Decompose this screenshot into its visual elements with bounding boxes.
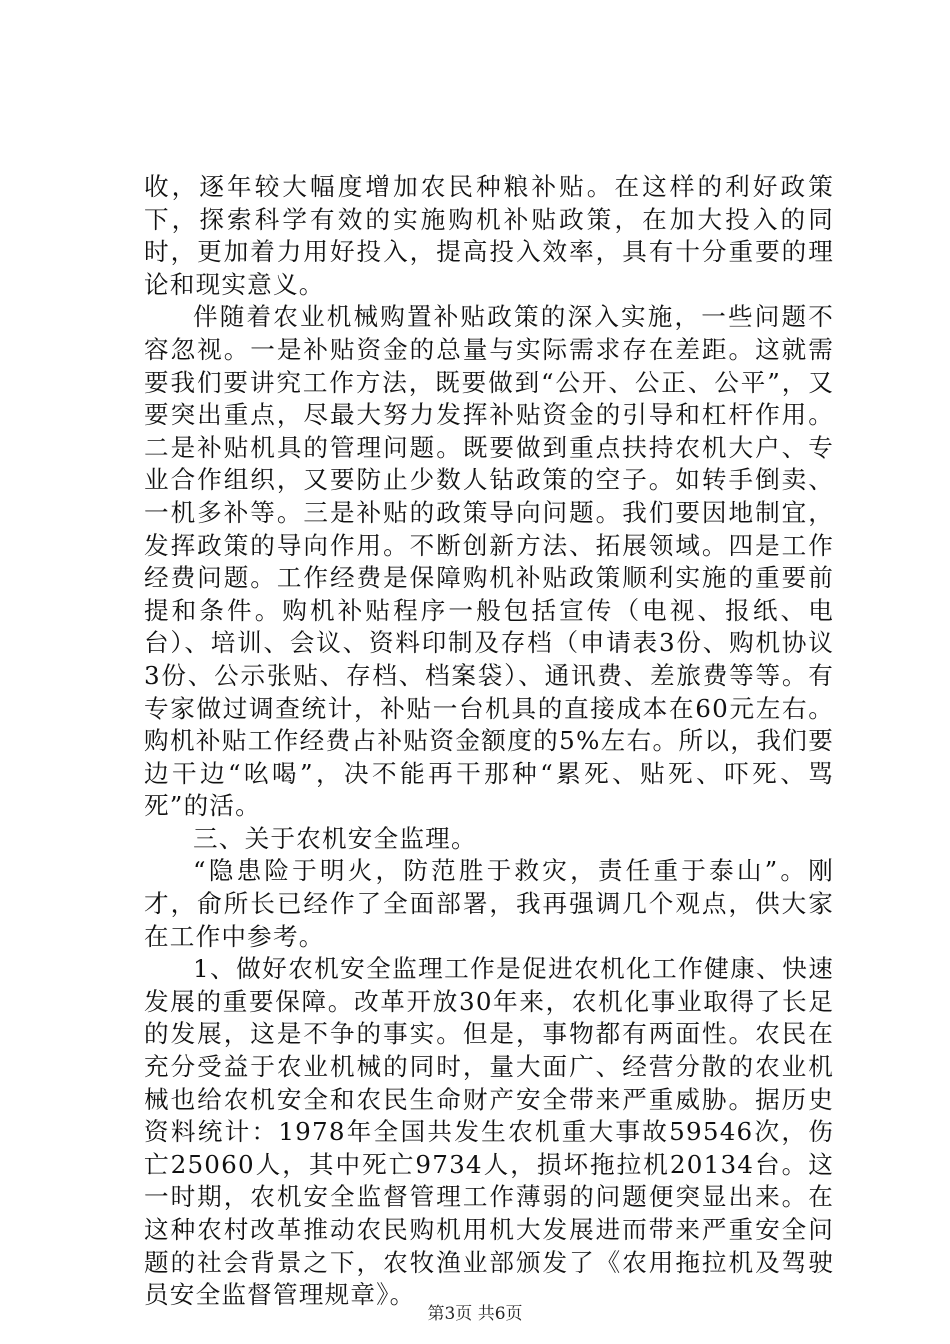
document-body	[144, 171, 834, 1312]
paragraph-safety-quote: “隐患险于明火，防范胜于救灾，责任重于泰山”。刚才，俞所长已经作了全面部署，我再强调几个观点，供大家在工作中参考。	[144, 856, 834, 951]
page-number-footer: 第3页 共6页	[427, 1304, 523, 1324]
paragraph-safety-point-1: 1、做好农机安全监理工作是促进农机化工作健康、快速发展的重要保障。改革开放30年来，农机化事业取得了长足的发展，这是不争的事实。但是，事物都有两面性。农民在充分受益于农业机械的同时，量大面广、经营分散的农业机械也给农机安全和农民生命财产安全带来严重威胁。据历史资料统计：1978年全国共发生农机重大事故59546次，伤亡25060人，其中死亡9734人，损坏拖拉机20134台。这一时期，农机安全监督管理工作薄弱的问题便突显出来。在这种农村改革推动农民购机用机大发展进而带来严重安全问题的社会背景之下，农牧渔业部颁发了《农用拖拉机及驾驶员安全监督管理规章》。	[144, 954, 834, 1310]
paragraph-continuation: 收，逐年较大幅度增加农民种粮补贴。在这样的利好政策下，探索科学有效的实施购机补贴政策，在加大投入的同时，更加着力用好投入，提高投入效率，具有十分重要的理论和现实意义。	[144, 172, 834, 299]
paragraph-subsidy-problems: 伴随着农业机械购置补贴政策的深入实施，一些问题不容忽视。一是补贴资金的总量与实际需求存在差距。这就需要我们要讲究工作方法，既要做到“公开、公正、公平”，又要突出重点，尽最大努力发挥补贴资金的引导和杠杆作用。二是补贴机具的管理问题。既要做到重点扶持农机大户、专业合作组织，又要防止少数人钻政策的空子。如转手倒卖、一机多补等。三是补贴的政策导向问题。我们要因地制宜，发挥政策的导向作用。不断创新方法、拓展领域。四是工作经费问题。工作经费是保障购机补贴政策顺利实施的重要前提和条件。购机补贴程序一般包括宣传（电视、报纸、电台）、培训、会议、资料印制及存档（申请表3份、购机协议3份、公示张贴、存档、档案袋）、通讯费、差旅费等等。有专家做过调查统计，补贴一台机具的直接成本在60元左右。购机补贴工作经费占补贴资金额度的5%左右。所以，我们要边干边“吆喝”，决不能再干那种“累死、贴死、吓死、骂死”的活。	[144, 302, 834, 821]
section-heading-safety-supervision: 三、关于农机安全监理。	[193, 823, 477, 853]
